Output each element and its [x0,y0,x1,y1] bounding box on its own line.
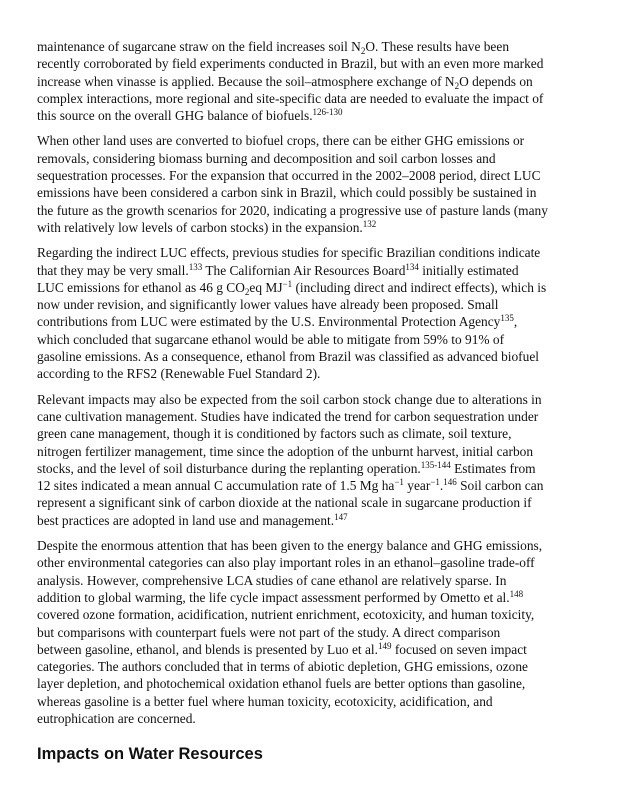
text-run: contributions from LUC were estimated by the U.S. Environmental Protection Agency [37,314,501,330]
text-run: (including direct and indirect effects), which is [292,279,547,295]
text-line [37,107,597,124]
paragraph [37,391,597,529]
text-line [37,132,597,149]
text-line [37,641,597,658]
text-run: . [439,478,444,494]
text-run: LUC emissions for ethanol as 46 g CO [37,279,245,295]
text-line [37,202,597,219]
text-line [37,425,597,442]
superscript-citation: −1 [282,278,293,289]
text-run: initially estimated [418,262,519,278]
text-run: addition to global warming, the life cycle impact assessment performed by Ometto et al. [37,589,510,605]
text-line [37,244,597,261]
subscript: 2 [360,46,366,56]
text-run: between gasoline, ethanol, and blends is presented by Luo et al. [37,641,378,657]
document-page [37,38,597,764]
text-line [37,512,597,529]
text-run: Estimates from [450,460,536,476]
text-run: categories. The authors concluded that in terms of abiotic depletion, GHG emissions, ozone [37,659,528,675]
text-run: emissions have been considered a carbon sink in Brazil, which could possibly be sustained in [37,185,537,201]
paragraph [37,244,597,382]
text-run: recently corroborated by field experiments conducted in Brazil, but with an even more marked [37,56,544,72]
text-run: but comparisons with counterpart fuels were not part of the study. A direct comparison [37,624,501,640]
text-run: Soil carbon can [456,478,544,494]
text-run: Regarding the indirect LUC effects, previous studies for specific Brazilian conditions indicate [37,245,541,261]
text-run: gasoline emissions. As a consequence, ethanol from Brazil was classified as advanced biofuel [37,349,539,365]
text-line [37,73,597,90]
text-line [37,184,597,201]
text-run: Relevant impacts may also be expected from the soil carbon stock change due to alterations in [37,391,542,407]
text-run: maintenance of sugarcane straw on the field increases soil N [37,39,361,54]
text-line [37,710,597,727]
text-run: sequestration processes. For the expansion that occurred in the 2002–2008 period, direct LUC [37,168,541,184]
text-line [37,572,597,589]
text-line [37,365,597,382]
text-run: this source on the overall GHG balance of biofuels. [37,108,313,124]
superscript-citation: 133 [188,261,203,272]
text-run: 12 sites indicated a mean annual C accumulation rate of 1.5 Mg ha [37,478,395,494]
text-line [37,477,597,494]
text-line [37,675,597,692]
text-run: other environmental categories can also play important roles in an ethanol–gasoline trade-off [37,555,535,571]
text-line [37,90,597,107]
superscript-citation: 132 [362,218,377,229]
text-line [37,658,597,675]
text-run: cane cultivation management. Studies have indicated the trend for carbon sequestration under [37,408,539,424]
text-run: analysis. However, comprehensive LCA studies of cane ethanol are relatively sparse. In [37,572,507,588]
text-line [37,167,597,184]
text-run: whereas gasoline is a better fuel where human toxicity, ecotoxicity, acidification, and [37,693,493,709]
text-line [37,55,597,72]
text-run: eq MJ [249,279,283,295]
superscript-citation: −1 [394,477,404,488]
text-run: that they may be very small. [37,262,189,278]
superscript-citation: 147 [334,511,348,522]
superscript-citation: 148 [509,588,524,599]
body-text [37,38,597,727]
text-run: layer depletion, and photochemical oxidation ethanol fuels are better options than gasoline, [37,676,526,692]
text-run: according to the RFS2 (Renewable Fuel Standard 2). [37,366,321,382]
text-line [37,554,597,571]
text-run: , [513,314,518,330]
text-run: O. These results have been [365,39,510,54]
text-line [37,219,597,236]
text-line [37,296,597,313]
text-line [37,262,597,279]
text-run: The Californian Air Resources Board [202,262,406,278]
text-run: Despite the enormous attention that has been given to the energy balance and GHG emissions, [37,538,543,554]
text-line [37,150,597,167]
text-run: the future as the growth scenarios for 2020, indicating a progressive use of pasture lands (many [37,202,548,218]
superscript-citation: 134 [405,261,419,272]
text-run: When other land uses are converted to biofuel crops, there can be either GHG emissions or [37,133,525,149]
text-run: which concluded that sugarcane ethanol would be able to mitigate from 59% to 91% of [37,331,505,347]
text-run: green cane management, though it is conditioned by factors such as climate, soil texture, [37,426,512,442]
text-run: year [403,478,431,494]
text-line [37,331,597,348]
text-run: covered ozone formation, acidification, nutrient enrichment, ecotoxicity, and human toxicity, [37,607,535,623]
text-line [37,408,597,425]
text-run: increase when vinasse is applied. Because the soil–atmosphere exchange of N [37,73,455,89]
text-line [37,537,597,554]
text-run: focused on seven impact [391,641,527,657]
subscript: 2 [454,80,460,91]
subscript: 2 [244,286,250,297]
text-line [37,589,597,606]
text-line [37,38,597,55]
text-line [37,460,597,477]
text-run: removals, considering biomass burning and decomposition and soil carbon losses and [37,150,496,166]
superscript-citation: 149 [378,640,392,651]
text-line [37,443,597,460]
text-line [37,606,597,623]
text-run: O depends on [459,73,533,89]
superscript-citation: 126-130 [312,107,343,118]
paragraph [37,38,597,124]
text-line [37,494,597,511]
text-run: eutrophication are concerned. [37,710,196,726]
superscript-citation: 135-144 [420,459,451,470]
text-run: with relatively low levels of carbon stocks) in the expansion. [37,219,363,235]
text-run: now under revision, and significantly lower values have already been proposed. Small [37,297,499,313]
text-line [37,624,597,641]
text-line [37,391,597,408]
superscript-citation: 146 [443,477,457,488]
text-run: nitrogen fertilizer management, time since the adoption of the unburnt harvest, initial carbon [37,443,534,459]
text-line [37,313,597,330]
text-run: best practices are adopted in land use and management. [37,512,335,528]
text-line [37,279,597,296]
text-run: represent a significant sink of carbon dioxide at the national scale in sugarcane production if [37,495,532,511]
superscript-citation: −1 [430,477,440,488]
paragraph [37,537,597,727]
text-line [37,348,597,365]
text-run: complex interactions, more regional and site-specific data are needed to evaluate the impact of [37,90,544,106]
text-run: stocks, and the level of soil disturbance during the replanting operation. [37,460,421,476]
paragraph [37,132,597,236]
superscript-citation: 135 [500,313,514,324]
text-line [37,693,597,710]
section-heading: Impacts on Water Resources [37,745,263,764]
